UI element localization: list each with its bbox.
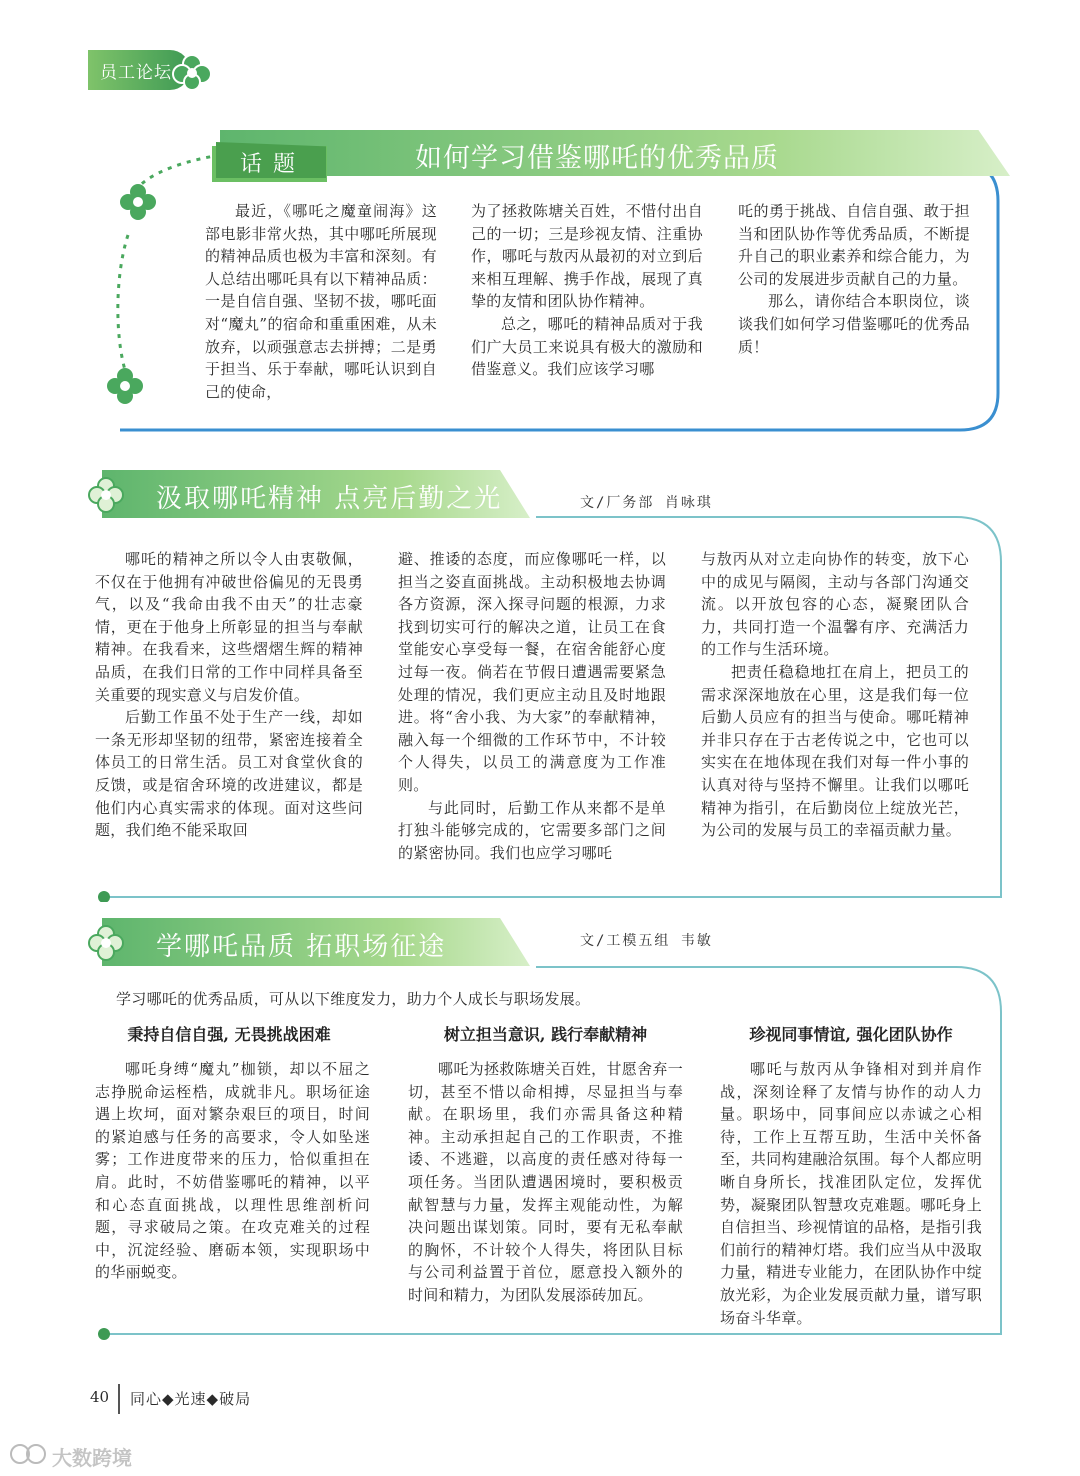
paragraph: 与敖丙从对立走向协作的转变，放下心中的成见与隔阂，主动与各部门沟通交流。以开放包容的心态，凝聚团队合力，共同打造一个温馨有序、充满活力的工作与生活环境。 xyxy=(701,550,969,659)
paragraph: 为了拯救陈塘关百姓，不惜付出自己的一切；三是珍视友情、注重协作，哪吒与敖丙从最初的对立到后来相互理解、携手作战，展现了真挚的友情和团队协作精神。 xyxy=(471,202,703,311)
article2-subhead-2: 树立担当意识, 践行奉献精神 xyxy=(443,1025,648,1044)
clover-icon xyxy=(118,182,158,222)
paragraph: 把责任稳稳地扛在肩上，把员工的需求深深地放在心里，这是我们每一位后勤人员应有的担当与使命。哪吒精神并非只存在于古老传说之中，它也可以实实在在地体现在我们对每一件小事的认真对待与坚持不懈里。让我们以哪吒精神为指引，在后勤岗位上绽放光芒，为公司的发展与员工的幸福贡献力量。 xyxy=(701,662,969,840)
article2-column-2 xyxy=(408,1058,683,1307)
topic-title: 如何学习借鉴哪吒的优秀品质 xyxy=(415,143,779,174)
topic-column-2 xyxy=(471,200,703,381)
clover-icon xyxy=(168,52,216,92)
paragraph: 吒的勇于挑战、自信自强、敢于担当和团队协作等优秀品质，不断提升自己的职业素养和综合能力，为公司的发展进步贡献自己的力量。 xyxy=(738,202,970,288)
article2-subhead-3: 珍视同事情谊, 强化团队协作 xyxy=(749,1025,953,1044)
article1-column-1 xyxy=(95,548,363,842)
watermark-logo-icon xyxy=(8,1440,52,1468)
page-number: 40 xyxy=(90,1388,110,1406)
paragraph: 哪吒与敖丙从争锋相对到并肩作战，深刻诠释了友情与协作的动人力量。职场中，同事间应以赤诚之心相待，工作上互帮互助，生活中关怀备至，共同构建融洽氛围。每个人都应明晰自身所长，找准团队定位，发挥优势，凝聚团队智慧攻克难题。哪吒身上自信担当、珍视情谊的品格，是指引我们前行的精神灯塔。我们应当从中汲取力量，精进专业能力，在团队协作中绽放光彩，为企业发展贡献力量，谱写职场奋斗华章。 xyxy=(720,1060,982,1327)
article2-title: 学哪吒品质 拓职场征途 xyxy=(156,932,447,962)
article1-column-3 xyxy=(701,548,969,842)
topic-column-1 xyxy=(205,200,437,403)
article1-byline: 文/厂务部 肖咏琪 xyxy=(580,495,713,511)
topic-tag: 话 题 xyxy=(240,152,297,177)
clover-icon xyxy=(86,475,126,515)
topic-column-3 xyxy=(738,200,970,358)
footer-divider xyxy=(118,1384,120,1414)
article2-byline: 文/工模五组 韦敏 xyxy=(580,933,713,949)
article2-column-1 xyxy=(95,1058,370,1284)
paragraph: 那么，请你结合本职岗位，谈谈我们如何学习借鉴哪吒的优秀品质！ xyxy=(738,292,970,356)
paragraph: 哪吒的精神之所以令人由衷敬佩，不仅在于他拥有冲破世俗偏见的无畏勇气，以及“我命由我不由天”的壮志豪情，更在于他身上所彰显的担当与奉献精神。在我看来，这些熠熠生辉的精神品质，在我们日常的工作中同样具备至关重要的现实意义与启发价值。 xyxy=(95,550,363,704)
article1-column-2 xyxy=(398,548,666,864)
paragraph: 避、推诿的态度，而应像哪吒一样，以担当之姿直面挑战。主动积极地去协调各方资源，深入探寻问题的根源，力求找到切实可行的解决之道，让员工在食堂能安心享受每一餐，在宿舍能舒心度过每一夜。倘若在节假日遭遇需要紧急处理的情况，我们更应主动且及时地跟进。将“舍小我、为大家”的奉献精神，融入每一个细微的工作环节中，不计较个人得失，以员工的满意度为工作准则。 xyxy=(398,550,666,794)
article2-subhead-1: 秉持自信自强, 无畏挑战困难 xyxy=(127,1025,331,1044)
article1-title: 汲取哪吒精神 点亮后勤之光 xyxy=(156,484,503,514)
paragraph: 后勤工作虽不处于生产一线，却如一条无形却坚韧的纽带，紧密连接着全体员工的日常生活。员工对食堂伙食的反馈，或是宿舍环境的改进建议，都是他们内心真实需求的体现。面对这些问题，我们绝不能采取回 xyxy=(95,708,363,840)
paragraph: 哪吒身缚“魔丸”枷锁，却以不屈之志挣脱命运桎梏，成就非凡。职场征途遇上坎坷，面对繁杂艰巨的项目，时间的紧迫感与任务的高要求，令人如坠迷雾；工作进度带来的压力，恰似重担在肩。此时，不妨借鉴哪吒的精神，以平和心态直面挑战，以理性思维剖析问题，寻求破局之策。在攻克难关的过程中，沉淀经验、磨砺本领，实现职场中的华丽蜕变。 xyxy=(95,1060,370,1282)
paragraph: 与此同时，后勤工作从来都不是单打独斗能够完成的，它需要多部门之间的紧密协同。我们也应学习哪吒 xyxy=(398,798,666,862)
watermark: 大数跨境 xyxy=(52,1446,132,1470)
article2-intro: 学习哪吒的优秀品质，可从以下维度发力，助力个人成长与职场发展。 xyxy=(116,990,591,1008)
section-tag: 员工论坛 xyxy=(100,63,172,82)
clover-icon xyxy=(105,366,145,406)
footer-slogan: 同心◆光速◆破局 xyxy=(130,1390,252,1408)
article2-column-3 xyxy=(720,1058,982,1329)
paragraph: 最近，《哪吒之魔童闹海》这部电影非常火热，其中哪吒所展现的精神品质也极为丰富和深刻。有人总结出哪吒具有以下精神品质：一是自信自强、坚韧不拔，哪吒面对“魔丸”的宿命和重重困难，从未放弃，以顽强意志去拼搏；二是勇于担当、乐于奉献，哪吒认识到自己的使命， xyxy=(205,202,437,401)
paragraph: 总之，哪吒的精神品质对于我们广大员工来说具有极大的激励和借鉴意义。我们应该学习哪 xyxy=(471,314,703,379)
paragraph: 哪吒为拯救陈塘关百姓，甘愿舍弃一切，甚至不惜以命相搏，尽显担当与奉献。在职场里，我们亦需具备这种精神。主动承担起自己的工作职责，不推诿、不逃避，以高度的责任感对待每一项任务。当团队遭遇困境时，要积极贡献智慧与力量，发挥主观能动性，为解决问题出谋划策。同时，要有无私奉献的胸怀，不计较个人得失，将团队目标与公司利益置于首位，愿意投入额外的时间和精力，为团队发展添砖加瓦。 xyxy=(408,1060,683,1304)
clover-icon xyxy=(86,923,126,963)
